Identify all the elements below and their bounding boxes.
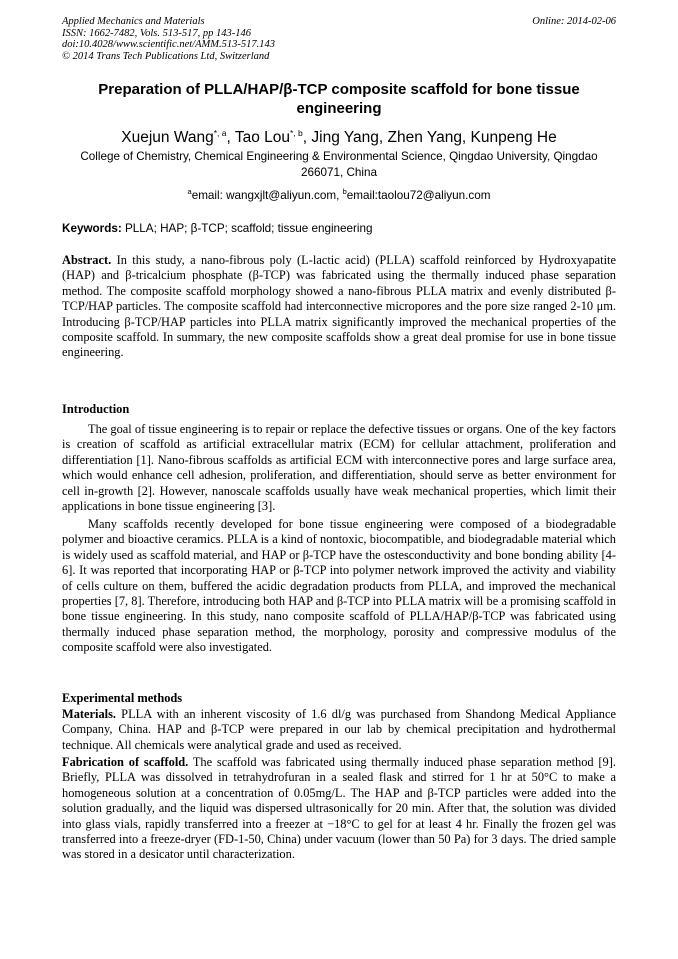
author-separator: , bbox=[226, 129, 235, 147]
journal-name: Applied Mechanics and Materials bbox=[62, 16, 205, 27]
author-name: Tao Lou bbox=[234, 129, 291, 147]
online-date: Online: 2014-02-06 bbox=[532, 16, 616, 27]
keywords-label: Keywords: bbox=[62, 222, 122, 235]
paper-title: Preparation of PLLA/HAP/β-TCP composite scaffold for bone tissue engineering bbox=[98, 81, 580, 117]
methods-heading: Experimental methods bbox=[62, 691, 183, 705]
abstract-text: In this study, a nano-fibrous poly (L-lactic acid) (PLLA) scaffold reinforced by Hydroxyapatite (HAP) and β-tricalcium phosphate (β-TCP) was fabricated using the thermally induced phase separation method. The composite scaffold morphology showed a nano-fibrous PLLA matrix and evenly distributed β-TCP/HAP particles. The composite scaffold had interconnective micropores and the pore size ranged 2-10 μm. Introducing β-TCP/HAP particles into PLLA matrix significantly improved the mechanical properties of the composite scaffold. In summary, the new composite scaffolds show a great deal promise for use in bone tissue engineering. bbox=[62, 253, 616, 360]
author-affiliation-mark: *, b bbox=[290, 128, 303, 138]
email-b: email:taolou72@aliyun.com bbox=[346, 188, 491, 202]
email-line bbox=[62, 185, 616, 203]
author-list bbox=[62, 123, 616, 148]
issn-line: ISSN: 1662-7482, Vols. 513-517, pp 143-146 bbox=[62, 27, 251, 39]
materials-paragraph bbox=[62, 707, 616, 753]
email-a: email: wangxjlt@aliyun.com, bbox=[191, 188, 343, 202]
email-mark: a bbox=[187, 187, 192, 196]
abstract bbox=[62, 253, 616, 361]
keywords bbox=[62, 222, 616, 236]
keywords-text: PLLA; HAP; β-TCP; scaffold; tissue engineering bbox=[121, 222, 373, 235]
introduction-paragraph-2: Many scaffolds recently developed for bone tissue engineering were composed of a biodegradable polymer and bioactive ceramics. PLLA is a kind of nontoxic, biocompatible, and biodegradable material which is widely used as scaffold material, and HAP or β-TCP have the ostesconductivity and bone bonding ability [4-6]. It was reported that incorporating HAP or β-TCP into polymer network improved the activity and viability of cells culture on them, buffered the acidic degradation products from PLLA, and improved the mechanical properties [7, 8]. Therefore, introducing both HAP and β-TCP into PLLA matrix will be a promising scaffold in bone tissue engineering. In this study, nano composite scaffold of PLLA/HAP/β-TCP was fabricated using thermally induced phase separation method, the morphology, porosity and compressive modulus of the composite scaffold were also investigated. bbox=[62, 517, 616, 655]
abstract-label: Abstract. bbox=[62, 253, 112, 267]
email-mark: b bbox=[342, 187, 347, 196]
introduction-heading: Introduction bbox=[62, 402, 130, 416]
materials-label: Materials. bbox=[62, 707, 117, 721]
author-affiliation-mark: *, a bbox=[213, 128, 227, 138]
fabrication-text: The scaffold was fabricated using thermally induced phase separation method [9]. Briefly, PLLA was dissolved in tetrahydrofuran in a sealed flask and stirred for 1 hr at 50°C to make a homogeneous solution at a concentration of 0.05mg/L. The HAP and β-TCP particles were added into the solution gradually, and the liquid was dispersed ultrasonically for 20 min. After that, the solution was divided into glass vials, rapidly transferred into a freezer at −18°C to gel for at least 4 hr. Finally the frozen gel was transferred into a freeze-dryer (FD-1-50, China) under vacuum (lower than 50 Pa) for 3 days. The dried sample was stored in a desicator until characterization. bbox=[62, 755, 616, 862]
doi-line: doi:10.4028/www.scientific.net/AMM.513-517.143 bbox=[62, 39, 275, 51]
copyright-line: © 2014 Trans Tech Publications Ltd, Switzerland bbox=[62, 50, 270, 62]
affiliation: College of Chemistry, Chemical Engineering & Environmental Science, Qingdao University, Qingdao 266071, China bbox=[80, 150, 598, 179]
introduction-paragraph-1: The goal of tissue engineering is to repair or replace the defective tissues or organs. One of the key factors is creation of scaffold as artificial extracellular matrix (ECM) for cellular attachment, proliferation and differentiation [1]. Nano-fibrous scaffolds as artificial ECM with interconnective pores and large surface area, which would enhance cell adhesion, proliferation, and differentiation, should serve as better environment for cell in-growth [2]. However, nanoscale scaffolds usually have weak mechanical properties, which limit their applications in bone tissue engineering [3]. bbox=[62, 422, 616, 514]
materials-text: PLLA with an inherent viscosity of 1.6 dl/g was purchased from Shandong Medical Appliance Company, China. HAP and β-TCP were prepared in our lab by chemical precipitation and hydrothermal technique. All chemicals were analytical grade and used as received. bbox=[62, 707, 616, 752]
fabrication-paragraph bbox=[62, 755, 616, 863]
journal-header bbox=[62, 16, 616, 62]
other-authors: , Jing Yang, Zhen Yang, Kunpeng He bbox=[302, 129, 557, 147]
author-name: Xuejun Wang bbox=[121, 129, 214, 147]
fabrication-label: Fabrication of scaffold. bbox=[62, 755, 189, 769]
